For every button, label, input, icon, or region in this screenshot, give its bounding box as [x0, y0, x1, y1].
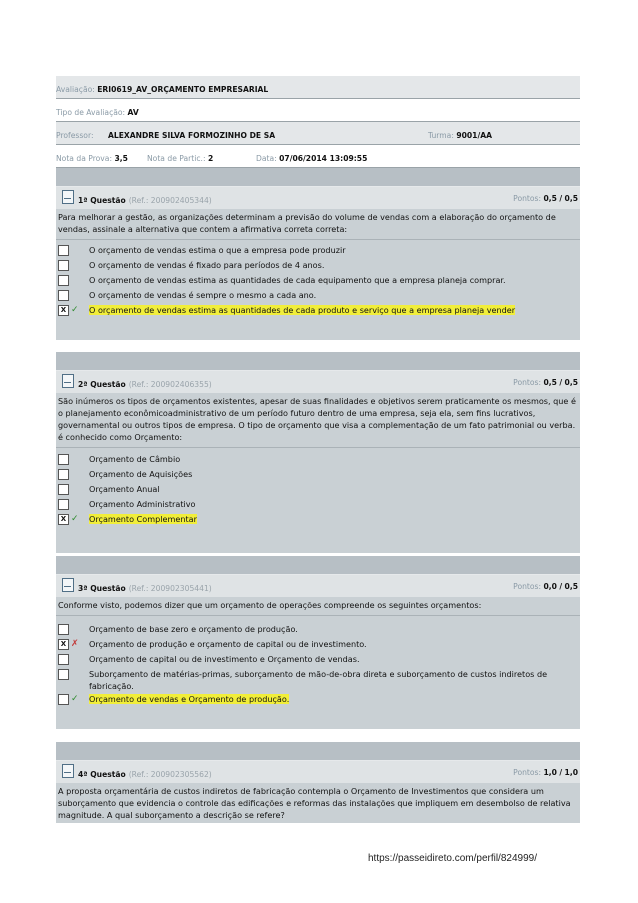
- check-icon: ✓: [71, 514, 79, 524]
- checkbox[interactable]: X: [58, 514, 69, 525]
- question-bar: [56, 168, 580, 187]
- option-text: Orçamento de capital ou de investimento e Orçamento de vendas.: [89, 654, 360, 664]
- option-text: Orçamento Anual: [89, 484, 160, 494]
- turma-value: 9001/AA: [456, 131, 492, 140]
- avaliacao-value: ERI0619_AV_ORÇAMENTO EMPRESARIAL: [97, 85, 269, 94]
- option-item[interactable]: [56, 512, 580, 527]
- option-item[interactable]: [56, 452, 580, 467]
- option-item[interactable]: [56, 667, 580, 692]
- wrong-icon: ✗: [71, 639, 79, 649]
- data-value: 07/06/2014 13:09:55: [279, 154, 368, 163]
- nota-value: 3,5: [114, 154, 128, 163]
- checkbox[interactable]: [58, 454, 69, 465]
- check-icon: ✓: [71, 694, 79, 704]
- exam-header: [56, 76, 580, 168]
- option-text: Orçamento de produção e orçamento de capital ou de investimento.: [89, 639, 367, 649]
- question-points: Pontos: 1,0 / 1,0: [513, 768, 578, 777]
- option-item[interactable]: [56, 497, 580, 512]
- checkbox[interactable]: [58, 624, 69, 635]
- footer-url[interactable]: https://passeidireto.com/perfil/824999/: [368, 853, 537, 864]
- question-2: [56, 352, 580, 553]
- question-3: [56, 556, 580, 729]
- avaliacao-label: Avaliação:: [56, 85, 95, 94]
- option-item[interactable]: [56, 622, 580, 637]
- option-text: Suborçamento de matérias-primas, suborçamento de mão-de-obra direta e suborçamento de custos indiretos de fabricação.: [89, 669, 548, 691]
- document-icon: [62, 190, 74, 204]
- checkbox[interactable]: [58, 260, 69, 271]
- option-text: O orçamento de vendas é sempre o mesmo a cada ano.: [89, 290, 317, 300]
- partic-value: 2: [207, 154, 214, 163]
- checkbox[interactable]: [58, 469, 69, 480]
- option-text: Orçamento de Aquisições: [89, 469, 193, 479]
- checkbox[interactable]: [58, 245, 69, 256]
- question-title: 1ª Questão (Ref.: 200902405344): [78, 196, 212, 205]
- option-item[interactable]: [56, 258, 580, 273]
- tipo-value: AV: [127, 108, 139, 117]
- option-text: Orçamento Administrativo: [89, 499, 196, 509]
- document-icon: [62, 374, 74, 388]
- tipo-label: Tipo de Avaliação:: [56, 108, 126, 117]
- partic-label: Nota de Partic.:: [147, 154, 206, 163]
- question-4: [56, 742, 580, 823]
- turma-label: Turma:: [428, 131, 454, 140]
- question-header: [56, 187, 580, 209]
- option-text: Orçamento Complementar: [89, 514, 197, 524]
- header-row-avaliacao: [56, 76, 580, 99]
- option-text: Orçamento de vendas e Orçamento de produção.: [89, 694, 290, 704]
- question-text: Conforme visto, podemos dizer que um orçamento de operações compreende os seguintes orçamentos:: [56, 597, 580, 616]
- option-item[interactable]: [56, 273, 580, 288]
- checkbox[interactable]: X: [58, 305, 69, 316]
- question-header: [56, 761, 580, 783]
- option-item[interactable]: [56, 652, 580, 667]
- professor-value: ALEXANDRE SILVA FORMOZINHO DE SA: [108, 131, 276, 140]
- professor-label: Professor:: [56, 131, 94, 140]
- header-row-tipo: [56, 99, 580, 122]
- checkbox[interactable]: [58, 499, 69, 510]
- question-title: 2ª Questão (Ref.: 200902406355): [78, 380, 212, 389]
- checkbox[interactable]: [58, 484, 69, 495]
- option-text: Orçamento de Câmbio: [89, 454, 181, 464]
- question-bar: [56, 352, 580, 371]
- document-icon: [62, 764, 74, 778]
- question-points: Pontos: 0,5 / 0,5: [513, 378, 578, 387]
- option-item[interactable]: [56, 243, 580, 258]
- header-row-notas: [56, 145, 580, 168]
- option-item[interactable]: [56, 482, 580, 497]
- question-bar: [56, 742, 580, 761]
- checkbox[interactable]: [58, 654, 69, 665]
- question-points: Pontos: 0,5 / 0,5: [513, 194, 578, 203]
- option-text: O orçamento de vendas estima as quantidades de cada produto e serviço que a empresa planeja vender: [89, 305, 516, 315]
- document-icon: [62, 578, 74, 592]
- option-text: O orçamento de vendas é fixado para períodos de 4 anos.: [89, 260, 325, 270]
- option-item[interactable]: [56, 288, 580, 303]
- option-item[interactable]: [56, 303, 580, 318]
- option-item[interactable]: [56, 467, 580, 482]
- checkbox[interactable]: X: [58, 639, 69, 650]
- option-text: O orçamento de vendas estima o que a empresa pode produzir: [89, 245, 346, 255]
- checkbox[interactable]: [58, 694, 69, 705]
- question-points: Pontos: 0,0 / 0,5: [513, 582, 578, 591]
- question-ref: (Ref.: 200902305441): [128, 584, 212, 593]
- header-row-professor: [56, 122, 580, 145]
- question-text: A proposta orçamentária de custos indiretos de fabricação contempla o Orçamento de Investimentos que considera um suborçamento que evidencia o controle das edificações e reformas das instalações que impliquem em desembolso de relativa magnitude. A qual suborçamento a descrição se refere?: [56, 783, 580, 823]
- nota-label: Nota da Prova:: [56, 154, 113, 163]
- question-title: 4ª Questão (Ref.: 200902305562): [78, 770, 212, 779]
- data-label: Data:: [256, 154, 277, 163]
- checkbox[interactable]: [58, 275, 69, 286]
- checkbox[interactable]: [58, 669, 69, 680]
- checkbox[interactable]: [58, 290, 69, 301]
- option-list: [56, 448, 580, 553]
- question-ref: (Ref.: 200902405344): [128, 196, 212, 205]
- question-ref: (Ref.: 200902406355): [128, 380, 212, 389]
- question-text: São inúmeros os tipos de orçamentos existentes, apesar de suas finalidades e objetivos serem praticamente os mesmos, que é o planejamento econômicoadministrativo de um período futuro dentro de uma empresa, seja ela, sem fins lucrativos, governamental ou outros tipos de empresa. O tipo de orçamento que visa a complementação de um fato patrimonial ou verba. é conhecido como Orçamento:: [56, 393, 580, 448]
- question-ref: (Ref.: 200902305562): [128, 770, 212, 779]
- option-item[interactable]: [56, 637, 580, 652]
- question-text: Para melhorar a gestão, as organizações determinam a previsão do volume de vendas com a elaboração do orçamento de vendas, assinale a alternativa que contem a afirmativa correta correta:: [56, 209, 580, 240]
- option-text: Orçamento de base zero e orçamento de produção.: [89, 624, 298, 634]
- question-header: [56, 575, 580, 597]
- option-list: [56, 240, 580, 340]
- question-title: 3ª Questão (Ref.: 200902305441): [78, 584, 212, 593]
- option-list: [56, 616, 580, 729]
- check-icon: ✓: [71, 305, 79, 315]
- question-header: [56, 371, 580, 393]
- question-1: [56, 168, 580, 340]
- option-text: O orçamento de vendas estima as quantidades de cada equipamento que a empresa planeja comprar.: [89, 275, 506, 285]
- option-item[interactable]: [56, 692, 580, 707]
- question-bar: [56, 556, 580, 575]
